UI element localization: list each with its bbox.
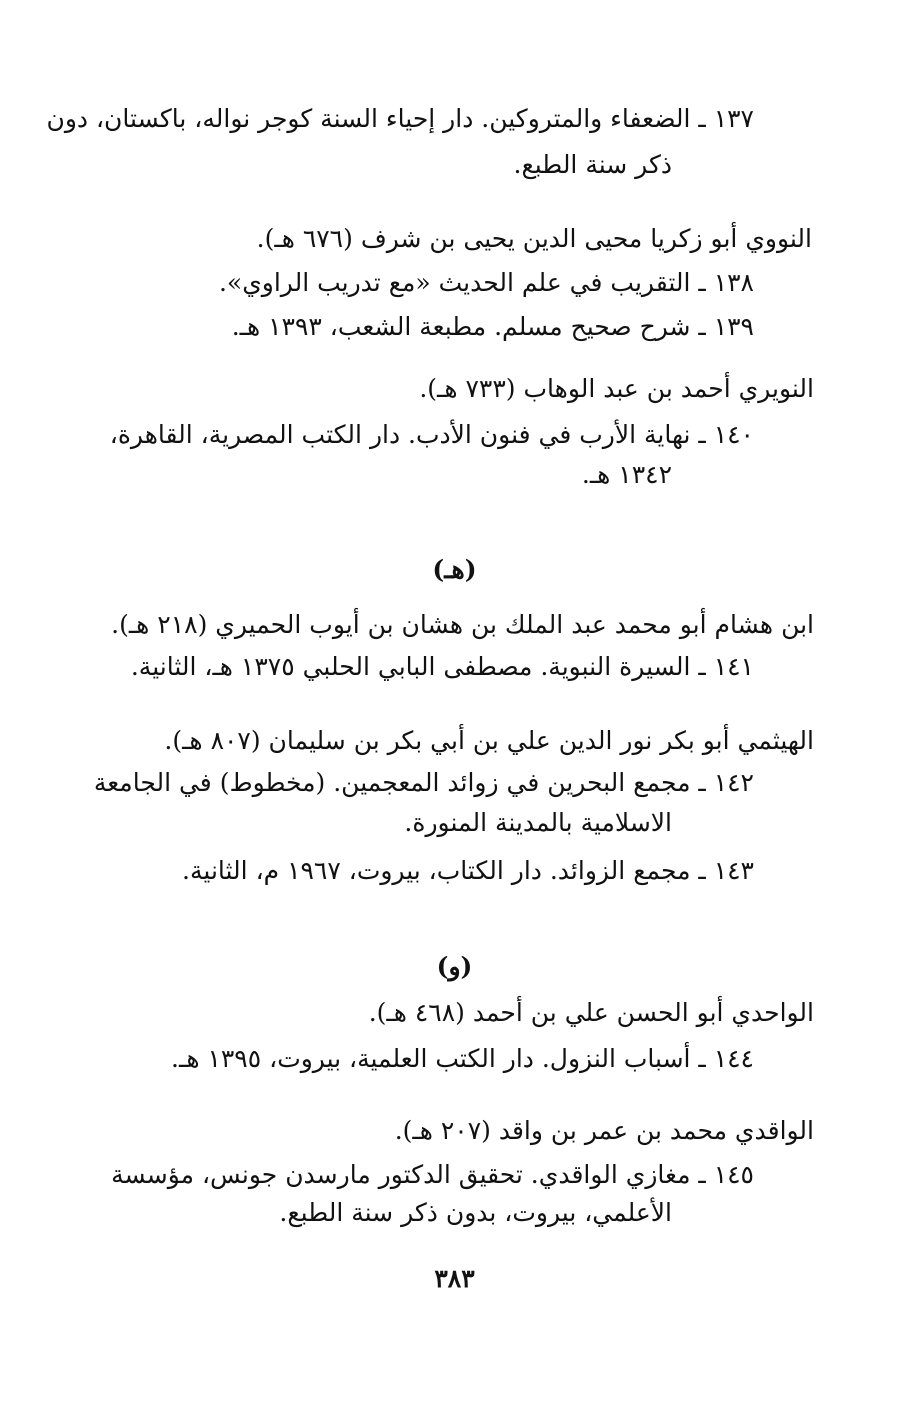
entry-144: ١٤٤ ـ أسباب النزول. دار الكتب العلمية، بيروت، ١٣٩٥ هـ. — [171, 1044, 754, 1073]
entry-140-line-2: ١٣٤٢ هـ. — [581, 460, 672, 489]
author-haythami: الهيثمي أبو بكر نور الدين علي بن أبي بكر بن سليمان (٨٠٧ هـ). — [164, 726, 814, 755]
entry-140-line-1: ١٤٠ ـ نهاية الأرب في فنون الأدب. دار الكتب المصرية، القاهرة، — [109, 420, 754, 449]
entry-142-line-1: ١٤٢ ـ مجمع البحرين في زوائد المعجمين. (مخطوط) في الجامعة — [93, 768, 754, 797]
section-heading-ha: (هـ) — [432, 555, 477, 584]
entry-143: ١٤٣ ـ مجمع الزوائد. دار الكتاب، بيروت، ١٩٦٧ م، الثانية. — [182, 856, 754, 885]
entry-137-line-2: ذكر سنة الطبع. — [513, 150, 672, 179]
entry-141: ١٤١ ـ السيرة النبوية. مصطفى البابي الحلبي ١٣٧٥ هـ، الثانية. — [130, 652, 754, 681]
entry-145-line-2: الأعلمي، بيروت، بدون ذكر سنة الطبع. — [279, 1198, 672, 1227]
entry-139: ١٣٩ ـ شرح صحيح مسلم. مطبعة الشعب، ١٣٩٣ هـ. — [231, 312, 754, 341]
entry-138: ١٣٨ ـ التقريب في علم الحديث «مع تدريب الراوي». — [218, 268, 754, 297]
entry-137-line-1: ١٣٧ ـ الضعفاء والمتروكين. دار إحياء السنة كوجر نواله، باكستان، دون — [46, 104, 754, 133]
page-number: ٣٨٣ — [434, 1264, 475, 1293]
entry-142-line-2: الاسلامية بالمدينة المنورة. — [404, 808, 672, 837]
author-ibn-hisham: ابن هشام أبو محمد عبد الملك بن هشان بن أيوب الحميري (٢١٨ هـ). — [111, 610, 814, 639]
entry-145-line-1: ١٤٥ ـ مغازي الواقدي. تحقيق الدكتور مارسدن جونس، مؤسسة — [111, 1160, 754, 1189]
section-heading-waw: (و) — [436, 952, 473, 981]
author-nawawi: النووي أبو زكريا محيى الدين يحيى بن شرف (٦٧٦ هـ). — [256, 224, 812, 253]
author-nuwayri: النويري أحمد بن عبد الوهاب (٧٣٣ هـ). — [419, 374, 814, 403]
author-wahidi: الواحدي أبو الحسن علي بن أحمد (٤٦٨ هـ). — [368, 998, 814, 1027]
author-waqidi: الواقدي محمد بن عمر بن واقد (٢٠٧ هـ). — [394, 1116, 814, 1145]
